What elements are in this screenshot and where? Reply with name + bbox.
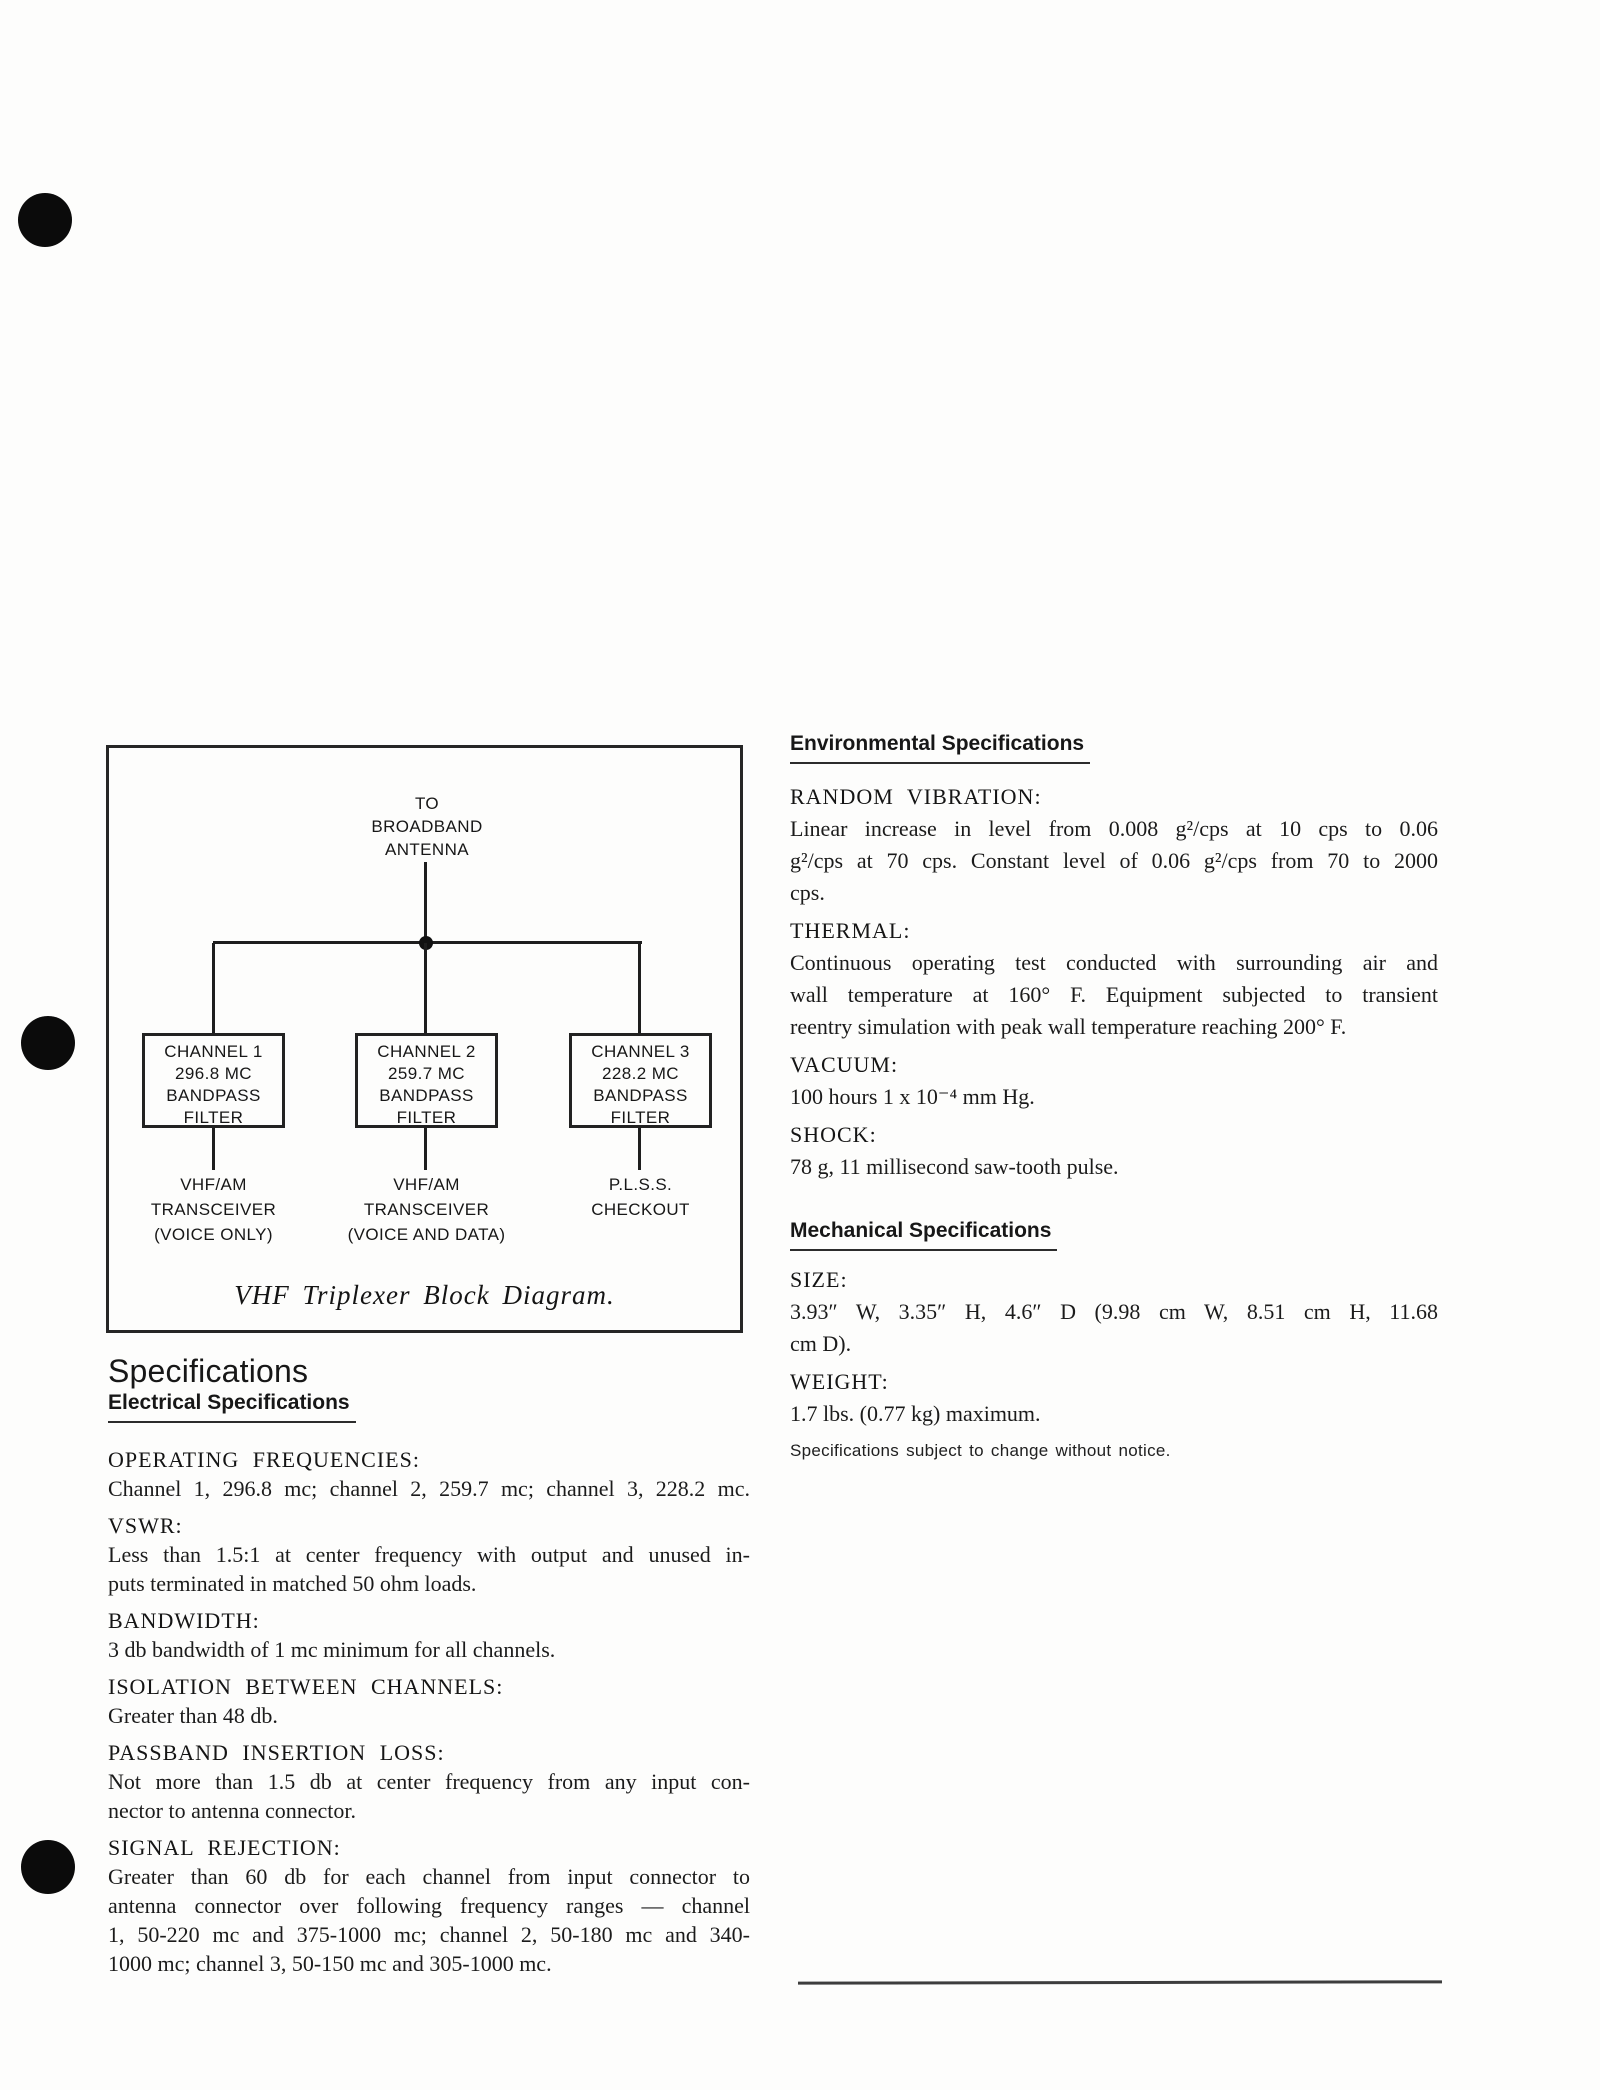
output-label-line: (VOICE AND DATA) <box>347 1225 506 1244</box>
spec-text-line: 3.93″ W, 3.35″ H, 4.6″ D (9.98 cm W, 8.51 cm H, 11.68 <box>790 1299 1438 1324</box>
spec-text-line: 3 db bandwidth of 1 mc minimum for all channels. <box>108 1637 556 1662</box>
environmental-specifications-heading: Environmental Specifications <box>790 731 1090 764</box>
box-line: CHANNEL 1 <box>164 1042 263 1061</box>
punch-hole-middle <box>21 1016 75 1070</box>
box-line: BANDPASS <box>593 1086 688 1105</box>
spec-label-thermal: THERMAL: <box>790 918 911 943</box>
block-diagram-figure <box>106 745 743 1333</box>
antenna-feed-line <box>424 862 427 944</box>
spec-text-line: Greater than 48 db. <box>108 1703 278 1728</box>
spec-text-line: Channel 1, 296.8 mc; channel 2, 259.7 mc; channel 3, 228.2 mc. <box>108 1476 750 1501</box>
spec-text-line: puts terminated in matched 50 ohm loads. <box>108 1571 477 1596</box>
antenna-label-line: TO <box>414 794 440 813</box>
output-label-line: VHF/AM <box>393 1175 460 1194</box>
spec-text-line: 100 hours 1 x 10⁻⁴ mm Hg. <box>790 1084 1035 1109</box>
output-label-line: P.L.S.S. <box>608 1175 673 1194</box>
spec-text-line: wall temperature at 160° F. Equipment subjected to transient <box>790 982 1438 1007</box>
spec-label-shock: SHOCK: <box>790 1122 877 1147</box>
spec-text-line: antenna connector over following frequency ranges — channel <box>108 1893 750 1918</box>
box-line: CHANNEL 2 <box>377 1042 476 1061</box>
spec-text-line: Continuous operating test conducted with surrounding air and <box>790 950 1438 975</box>
branch-line-channel-2 <box>424 943 427 1033</box>
spec-text-line: cps. <box>790 880 825 905</box>
filter-box-channel-2 <box>355 1033 498 1128</box>
spec-label-operating-frequencies: OPERATING FREQUENCIES: <box>108 1447 420 1472</box>
box-line: CHANNEL 3 <box>591 1042 690 1061</box>
footer-rule <box>798 1980 1442 1984</box>
box-line: FILTER <box>610 1108 671 1127</box>
environmental-specifications-list <box>790 775 1438 1183</box>
spec-text-line: g²/cps at 70 cps. Constant level of 0.06 g²/cps from 70 to 2000 <box>790 848 1438 873</box>
box-line: 259.7 MC <box>388 1064 465 1083</box>
spec-text-line: 78 g, 11 millisecond saw-tooth pulse. <box>790 1154 1119 1179</box>
spec-text-line: nector to antenna connector. <box>108 1798 357 1823</box>
box-line: FILTER <box>396 1108 457 1127</box>
output-label-line: TRANSCEIVER <box>363 1200 490 1219</box>
output-label-line: (VOICE ONLY) <box>154 1225 273 1244</box>
antenna-label <box>322 792 532 861</box>
box-line: FILTER <box>183 1108 244 1127</box>
output-line-channel-1 <box>212 1128 215 1170</box>
spec-text-line: 1000 mc; channel 3, 50-150 mc and 305-1000 mc. <box>108 1951 552 1976</box>
specifications-change-note: Specifications subject to change without notice. <box>790 1441 1171 1460</box>
spec-label-vacuum: VACUUM: <box>790 1052 899 1077</box>
spec-text-line: 1.7 lbs. (0.77 kg) maximum. <box>790 1401 1041 1426</box>
filter-box-channel-3 <box>569 1033 712 1128</box>
spec-text-line: Greater than 60 db for each channel from input connector to <box>108 1864 750 1889</box>
electrical-specifications-heading: Electrical Specifications <box>108 1390 356 1423</box>
spec-text-line: cm D). <box>790 1331 852 1356</box>
spec-label-signal-rejection: SIGNAL REJECTION: <box>108 1835 341 1860</box>
spec-label-passband-insertion-loss: PASSBAND INSERTION LOSS: <box>108 1740 445 1765</box>
antenna-label-line: ANTENNA <box>384 840 470 859</box>
output-label-line: VHF/AM <box>180 1175 247 1194</box>
punch-hole-top <box>18 193 72 247</box>
output-label-voice-only <box>109 1172 318 1247</box>
spec-label-bandwidth: BANDWIDTH: <box>108 1608 260 1633</box>
electrical-specifications-list <box>108 1437 750 1978</box>
spec-label-isolation: ISOLATION BETWEEN CHANNELS: <box>108 1674 504 1699</box>
output-label-voice-and-data <box>322 1172 531 1247</box>
mechanical-specifications-heading: Mechanical Specifications <box>790 1218 1057 1251</box>
output-label-line: CHECKOUT <box>591 1200 690 1219</box>
output-label-line: TRANSCEIVER <box>150 1200 277 1219</box>
branch-line-channel-3 <box>638 943 641 1033</box>
page-title: Specifications <box>108 1353 309 1389</box>
branch-line-channel-1 <box>212 943 215 1033</box>
filter-box-channel-1 <box>142 1033 285 1128</box>
output-line-channel-3 <box>638 1128 641 1170</box>
box-line: BANDPASS <box>379 1086 474 1105</box>
spec-label-weight: WEIGHT: <box>790 1369 889 1394</box>
diagram-caption: VHF Triplexer Block Diagram. <box>234 1280 615 1310</box>
box-line: BANDPASS <box>166 1086 261 1105</box>
spec-label-vswr: VSWR: <box>108 1513 183 1538</box>
spec-text-line: Less than 1.5:1 at center frequency with output and unused in- <box>108 1542 750 1567</box>
spec-text-line: 1, 50-220 mc and 375-1000 mc; channel 2, 50-180 mc and 340- <box>108 1922 750 1947</box>
box-line: 228.2 MC <box>602 1064 679 1083</box>
output-label-plss-checkout <box>536 1172 745 1222</box>
antenna-label-line: BROADBAND <box>371 817 483 836</box>
spec-label-size: SIZE: <box>790 1267 848 1292</box>
box-line: 296.8 MC <box>175 1064 252 1083</box>
spec-text-line: reentry simulation with peak wall temperature reaching 200° F. <box>790 1014 1347 1039</box>
spec-text-line: Linear increase in level from 0.008 g²/cps at 10 cps to 0.06 <box>790 816 1438 841</box>
spec-text-line: Not more than 1.5 db at center frequency from any input con- <box>108 1769 750 1794</box>
output-line-channel-2 <box>424 1128 427 1170</box>
spec-label-random-vibration: RANDOM VIBRATION: <box>790 784 1042 809</box>
mechanical-specifications-list <box>790 1258 1438 1464</box>
punch-hole-bottom <box>21 1840 75 1894</box>
